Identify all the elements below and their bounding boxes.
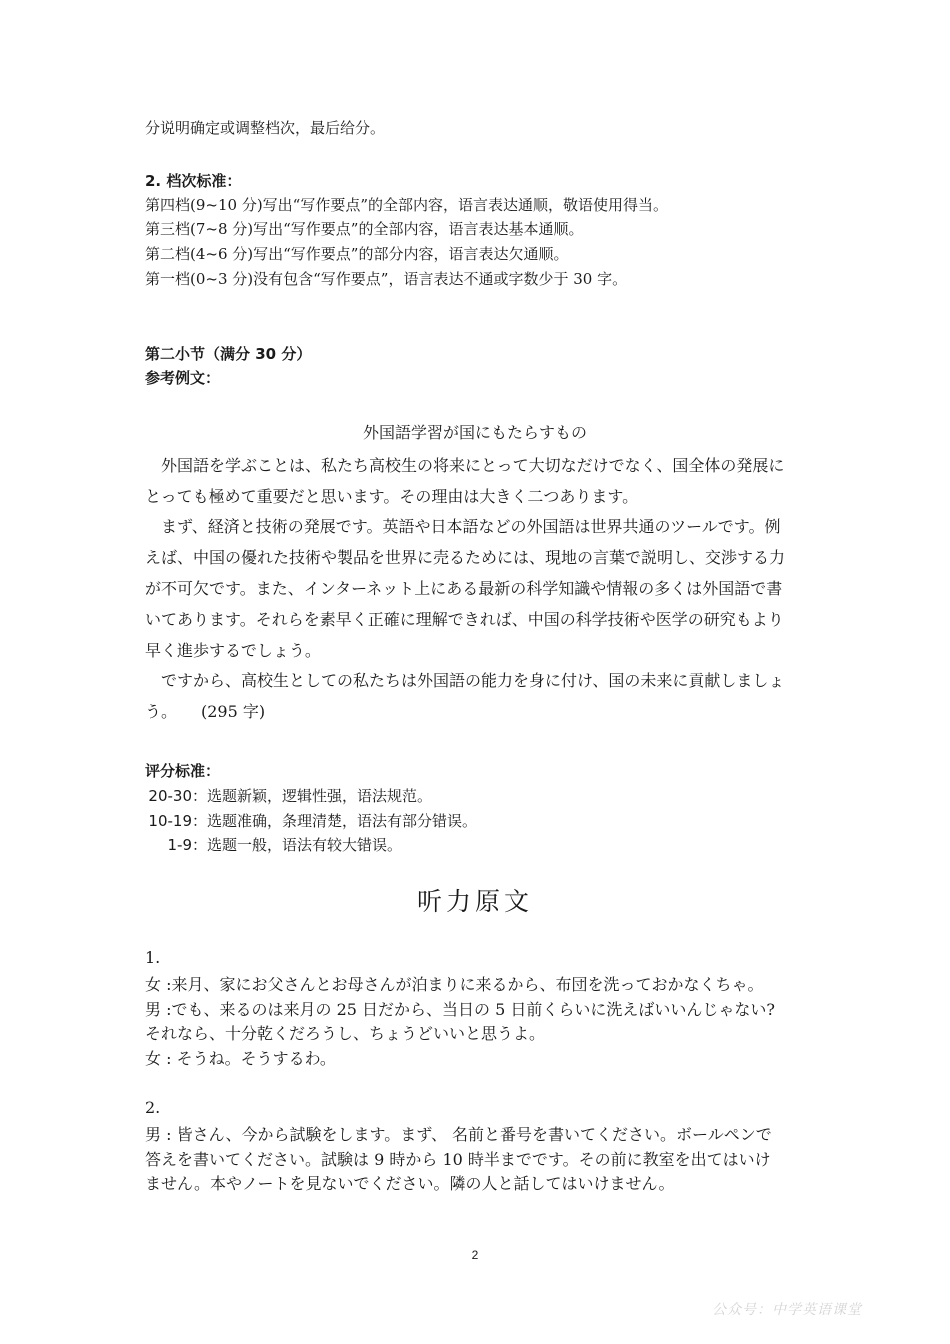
scoring-range: 10-19： [148, 812, 207, 830]
dialogue-line: 男 :でも、来るのは来月の 25 日だから、当日の 5 日前くらいに洗えばいいんじゃない? [145, 1000, 775, 1019]
essay-line: ですから、高校生としての私たちは外国語の能力を身に付け、国の未来に貢献しましょ [145, 671, 785, 690]
grading-level: 第四档(9~10 分)写出“写作要点”的全部内容，语言表达通顺，敬语使用得当。 [145, 196, 669, 214]
essay-line: まず、経済と技術の発展です。英語や日本語などの外国語は世界共通のツールです。例 [145, 517, 781, 536]
scoring-text: 选题准确，条理清楚，语法有部分错误。 [207, 812, 478, 830]
scoring-row [145, 834, 402, 855]
essay-line: えば、中国の優れた技術や製品を世界に売るためには、現地の言葉で説明し、交渉する力 [145, 548, 786, 567]
listening-item-number: 1. [145, 948, 161, 967]
scoring-text: 选题新颖，逻辑性强，语法规范。 [207, 787, 433, 805]
scoring-heading: 评分标准： [145, 762, 221, 780]
section2-heading: 第二小节（满分 30 分） [145, 345, 312, 363]
essay-line: いてあります。それらを素早く正確に理解できれば、中国の科学技術や医学の研究もより [145, 610, 784, 629]
essay-line: 早く進歩するでしょう。 [145, 641, 321, 660]
scoring-range: 20-30： [148, 787, 207, 805]
grading-level: 第二档(4~6 分)写出“写作要点”的部分内容，语言表达欠通顺。 [145, 245, 569, 263]
grading-level: 第三档(7~8 分)写出“写作要点”的全部内容，语言表达基本通顺。 [145, 220, 584, 238]
listening-item-number: 2. [145, 1098, 161, 1117]
essay-title: 外国語学習が国にもたらすもの [362, 423, 587, 442]
dialogue-line: それなら、十分乾くだろうし、ちょうどいいと思うよ。 [145, 1024, 546, 1043]
sample-essay-label: 参考例文： [145, 369, 221, 387]
scoring-row [145, 785, 432, 806]
page-number: 2 [471, 1248, 479, 1262]
intro-tail-text: 分说明确定或调整档次，最后给分。 [145, 119, 386, 137]
listening-title: 听力原文 [416, 887, 533, 916]
grading-heading: 2. 档次标准： [145, 172, 242, 190]
dialogue-line: ません。本やノートを見ないでください。隣の人と話してはいけません。 [145, 1174, 675, 1193]
essay-line: とっても極めて重要だと思います。その理由は大きく二つあります。 [145, 487, 639, 506]
dialogue-line: 答えを書いてください。試験は 9 時から 10 時半までです。その前に教室を出てはいけ [145, 1150, 771, 1169]
grading-level: 第一档(0~3 分)没有包含“写作要点”，语言表达不通或字数少于 30 字。 [145, 270, 628, 288]
dialogue-line: 女 : そうね。そうするわ。 [145, 1049, 336, 1068]
dialogue-line: 女 :来月、家にお父さんとお母さんが泊まりに来るから、布団を洗っておかなくちゃ。 [145, 975, 764, 994]
essay-line: が不可欠です。また、インターネット上にある最新の科学知識や情報の多くは外国語で書 [145, 579, 783, 598]
scoring-row [145, 810, 477, 831]
scoring-range: 1-9： [167, 836, 207, 854]
dialogue-line: 男 : 皆さん、今から試験をします。まず、 名前と番号を書いてください。ボールペンで [145, 1125, 772, 1144]
watermark-text: 公众号：中学英语课堂 [712, 1302, 862, 1318]
essay-line: う。 (295 字) [145, 702, 266, 721]
essay-line: 外国語を学ぶことは、私たち高校生の将来にとって大切なだけでなく、国全体の発展に [145, 456, 785, 475]
scoring-text: 选题一般，语法有较大错误。 [207, 836, 403, 854]
